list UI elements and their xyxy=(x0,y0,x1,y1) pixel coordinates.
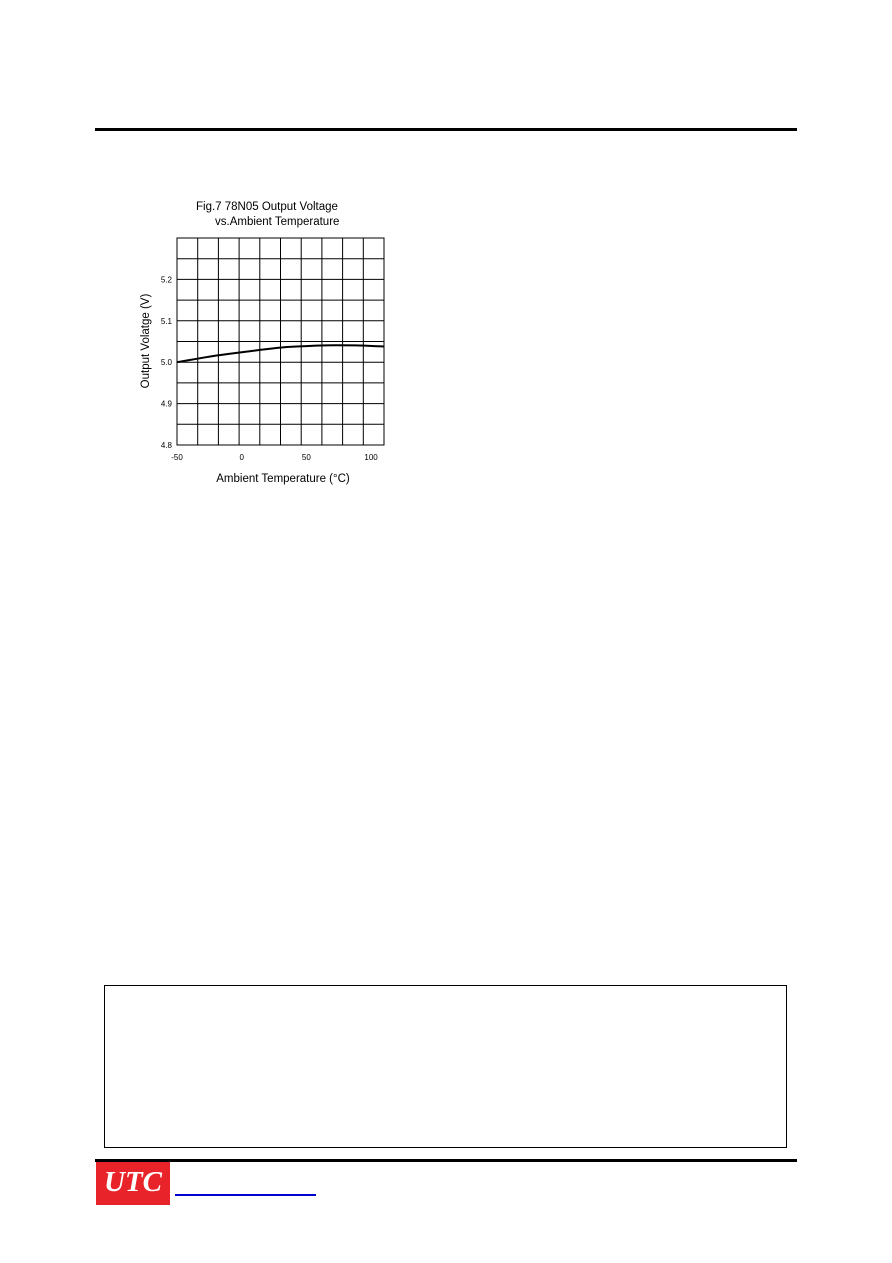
x-tick-label: 100 xyxy=(364,453,378,462)
x-tick-label: -50 xyxy=(171,453,183,462)
x-tick-label: 0 xyxy=(239,453,244,462)
tick-labels xyxy=(161,275,378,462)
output-voltage-chart xyxy=(0,0,892,520)
x-axis-label: Ambient Temperature (°C) xyxy=(216,473,350,485)
utc-logo-text: UTC xyxy=(104,1166,162,1198)
y-tick-label: 5.2 xyxy=(160,275,172,285)
website-link[interactable] xyxy=(175,1194,316,1196)
y-tick-label: 4.9 xyxy=(160,399,172,409)
utc-logo xyxy=(96,1162,170,1205)
y-axis-label: Output Volatge (V) xyxy=(140,293,152,389)
x-tick-label: 50 xyxy=(301,453,311,462)
disclaimer-box xyxy=(104,985,787,1148)
y-tick-label: 5.0 xyxy=(160,358,172,368)
y-tick-label: 4.8 xyxy=(160,441,172,450)
chart-title: Fig.7 78N05 Output Voltage xyxy=(196,201,338,213)
footer-rule xyxy=(95,1159,797,1162)
y-tick-label: 5.1 xyxy=(160,316,172,326)
chart-subtitle: vs.Ambient Temperature xyxy=(215,216,340,228)
chart-grid xyxy=(177,238,384,445)
